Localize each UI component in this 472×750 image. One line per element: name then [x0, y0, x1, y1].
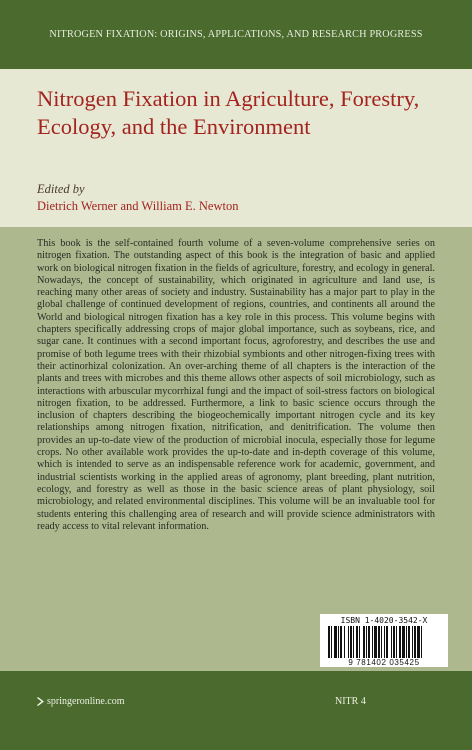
series-code: NITR 4 [335, 696, 366, 707]
series-header [0, 0, 472, 69]
book-title: Nitrogen Fixation in Agriculture, Forestry, Ecology, and the Environment [37, 86, 420, 139]
barcode-box [320, 614, 448, 667]
website-text: springeronline.com [47, 696, 125, 707]
book-description: This book is the self-contained fourth volume of a seven-volume comprehensive series on nitrogen fixation. The outstanding aspect of this book is the integration of basic and applied work on biological nitrogen fixation in the fields of agriculture, forestry, and ecology in general. Nowadays, the concept of sustainability, which originated in agriculture and land use, is reaching many other areas of society and industry. Sustainability has a major part to play in the global challenge of continued development of regions, countries, and continents all around the World and biological nitrogen fixation has a key role in this process. This volume begins with chapters specifically addressing crops of major global importance, such as soybeans, rice, and sugar cane. It continues with a second important focus, agroforestry, and describes the use and promise of both legume trees with their rhizobial symbionts and other nitrogen-fixing trees with their actinorhizal colonization. An over-arching theme of all chapters is the interaction of the plants and trees with microbes and this theme allows other aspects of soil microbiology, such as interactions with arbuscular mycorrhizal fungi and the impact of soil-stress factors on biological nitrogen fixation, to be addressed. Furthermore, a link to basic science occurs through the inclusion of chapters describing the biogeochemically important nitrogen cycle and its key relationships among nitrogen fixation, nitrification, and denitrification. The volume then provides an up-to-date view of the production of microbial inocula, especially those for legume crops. No other available work provides the up-to-date and in-depth coverage of this volume, which is intended to serve as an indispensable reference work for academic, government, and industrial scientists working in the applied areas of agronomy, plant breeding, plant nutrition, ecology, and forestry as well as those in the basic science areas of plant physiology, soil microbiology, and related environmental disciplines. This volume will be an invaluable tool for students entering this challenging area of research and will provide science administrators with ready access to vital relevant information. [37, 238, 435, 532]
editor-names: Dietrich Werner and William E. Newton [37, 199, 239, 213]
isbn-label: ISBN 1-4020-3542-X [340, 616, 428, 625]
barcode-icon [326, 626, 442, 658]
website-link[interactable] [37, 696, 124, 707]
description-panel [0, 227, 472, 671]
barcode-number: 9 781402 035425 [348, 658, 420, 667]
title-panel [0, 69, 472, 227]
series-title: NITROGEN FIXATION: ORIGINS, APPLICATIONS, AND RESEARCH PROGRESS [49, 29, 423, 40]
edited-by-label: Edited by [37, 182, 85, 196]
footer [0, 671, 472, 750]
arrow-right-icon [37, 697, 44, 706]
